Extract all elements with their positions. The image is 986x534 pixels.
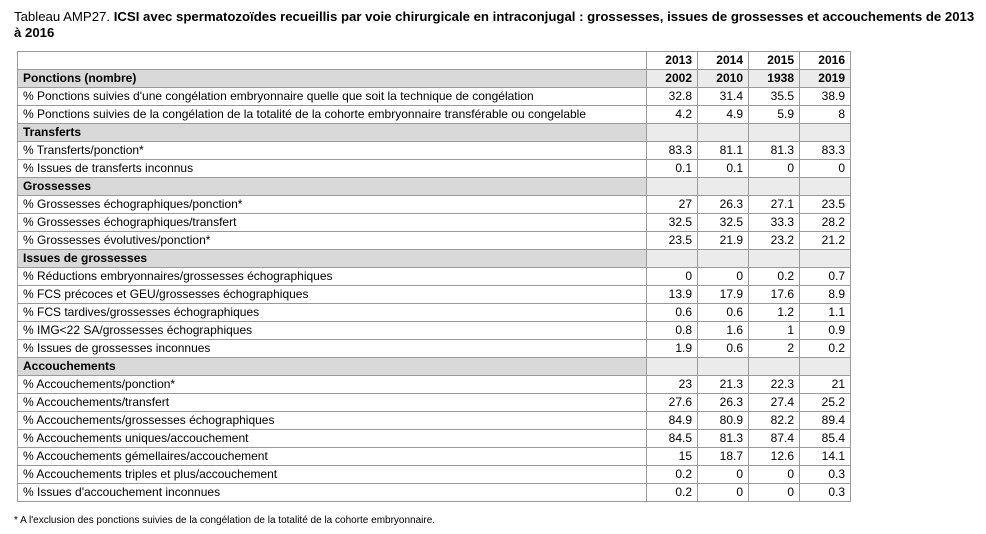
- row-label: % Grossesses évolutives/ponction*: [18, 232, 647, 250]
- value-cell-2015: 35.5: [749, 88, 800, 106]
- value-cell-2015: 0: [749, 484, 800, 502]
- section-header-row: [18, 358, 851, 376]
- value-cell-2016: 0.7: [800, 268, 851, 286]
- value-cell-2014: 4.9: [698, 106, 749, 124]
- value-cell-2015: 12.6: [749, 448, 800, 466]
- value-cell-2013: 0.2: [647, 484, 698, 502]
- value-cell-2016: 0.3: [800, 484, 851, 502]
- value-cell-2013: 15: [647, 448, 698, 466]
- value-cell-2014: 0: [698, 466, 749, 484]
- row-label: % Accouchements triples et plus/accouchement: [18, 466, 647, 484]
- value-cell-2014: 0.6: [698, 340, 749, 358]
- row-label: % Accouchements/grossesses échographiques: [18, 412, 647, 430]
- section-empty-cell: [647, 250, 698, 268]
- year-2013: 2013: [647, 52, 698, 70]
- table-row: [18, 268, 851, 286]
- value-cell-2014: 1.6: [698, 322, 749, 340]
- table-row: [18, 304, 851, 322]
- row-label: % Grossesses échographiques/ponction*: [18, 196, 647, 214]
- value-cell-2016: 21.2: [800, 232, 851, 250]
- section-label: Accouchements: [18, 358, 647, 376]
- value-cell-2014: 31.4: [698, 88, 749, 106]
- table-row: [18, 196, 851, 214]
- ponctions-2016: 2019: [800, 70, 851, 88]
- value-cell-2013: 27: [647, 196, 698, 214]
- value-cell-2016: 38.9: [800, 88, 851, 106]
- amp27-table: [17, 51, 851, 502]
- value-cell-2015: 27.1: [749, 196, 800, 214]
- section-header-row: [18, 124, 851, 142]
- value-cell-2013: 0.1: [647, 160, 698, 178]
- section-empty-cell: [749, 358, 800, 376]
- value-cell-2016: 21: [800, 376, 851, 394]
- row-label: % Réductions embryonnaires/grossesses échographiques: [18, 268, 647, 286]
- section-label: Transferts: [18, 124, 647, 142]
- value-cell-2014: 81.3: [698, 430, 749, 448]
- section-empty-cell: [698, 250, 749, 268]
- row-label: % Grossesses échographiques/transfert: [18, 214, 647, 232]
- table-title-text: ICSI avec spermatozoïdes recueillis par voie chirurgicale en intraconjugal : grossesses, issues de grossesses et accouchements de 2013 à 2016: [14, 9, 975, 40]
- table-row: [18, 340, 851, 358]
- value-cell-2016: 1.1: [800, 304, 851, 322]
- table-row: [18, 394, 851, 412]
- value-cell-2013: 84.9: [647, 412, 698, 430]
- year-2016: 2016: [800, 52, 851, 70]
- value-cell-2014: 26.3: [698, 196, 749, 214]
- value-cell-2015: 27.4: [749, 394, 800, 412]
- year-header-row: [18, 52, 851, 70]
- value-cell-2014: 26.3: [698, 394, 749, 412]
- value-cell-2013: 0.6: [647, 304, 698, 322]
- value-cell-2015: 0: [749, 160, 800, 178]
- table-row: [18, 88, 851, 106]
- ponctions-2015: 1938: [749, 70, 800, 88]
- value-cell-2014: 21.9: [698, 232, 749, 250]
- value-cell-2016: 28.2: [800, 214, 851, 232]
- value-cell-2014: 0: [698, 484, 749, 502]
- section-empty-cell: [698, 358, 749, 376]
- section-empty-cell: [698, 124, 749, 142]
- value-cell-2014: 21.3: [698, 376, 749, 394]
- row-label: % Transferts/ponction*: [18, 142, 647, 160]
- section-label: Issues de grossesses: [18, 250, 647, 268]
- ponctions-2013: 2002: [647, 70, 698, 88]
- section-empty-cell: [800, 124, 851, 142]
- footnote: * A l'exclusion des ponctions suivies de la congélation de la totalité de la cohorte embryonnaire.: [14, 515, 436, 526]
- value-cell-2016: 0.3: [800, 466, 851, 484]
- value-cell-2013: 27.6: [647, 394, 698, 412]
- value-cell-2014: 17.9: [698, 286, 749, 304]
- section-empty-cell: [749, 124, 800, 142]
- value-cell-2013: 83.3: [647, 142, 698, 160]
- value-cell-2015: 33.3: [749, 214, 800, 232]
- ponctions-row: [18, 70, 851, 88]
- year-2014: 2014: [698, 52, 749, 70]
- value-cell-2016: 0.9: [800, 322, 851, 340]
- section-empty-cell: [749, 250, 800, 268]
- value-cell-2015: 17.6: [749, 286, 800, 304]
- row-label: % Accouchements/ponction*: [18, 376, 647, 394]
- table-row: [18, 412, 851, 430]
- table-row: [18, 214, 851, 232]
- value-cell-2016: 14.1: [800, 448, 851, 466]
- row-label: % Issues de transferts inconnus: [18, 160, 647, 178]
- section-empty-cell: [698, 178, 749, 196]
- table-row: [18, 160, 851, 178]
- value-cell-2016: 83.3: [800, 142, 851, 160]
- value-cell-2016: 23.5: [800, 196, 851, 214]
- value-cell-2015: 5.9: [749, 106, 800, 124]
- table-row: [18, 286, 851, 304]
- section-empty-cell: [800, 250, 851, 268]
- value-cell-2016: 0.2: [800, 340, 851, 358]
- ponctions-2014: 2010: [698, 70, 749, 88]
- value-cell-2015: 23.2: [749, 232, 800, 250]
- row-label: % Issues de grossesses inconnues: [18, 340, 647, 358]
- value-cell-2015: 82.2: [749, 412, 800, 430]
- table-row: [18, 232, 851, 250]
- value-cell-2013: 0: [647, 268, 698, 286]
- value-cell-2015: 22.3: [749, 376, 800, 394]
- table-row: [18, 106, 851, 124]
- value-cell-2016: 25.2: [800, 394, 851, 412]
- value-cell-2016: 0: [800, 160, 851, 178]
- table-row: [18, 430, 851, 448]
- value-cell-2014: 80.9: [698, 412, 749, 430]
- section-empty-cell: [647, 358, 698, 376]
- section-empty-cell: [647, 178, 698, 196]
- section-empty-cell: [647, 124, 698, 142]
- value-cell-2014: 0.1: [698, 160, 749, 178]
- value-cell-2013: 23: [647, 376, 698, 394]
- table-row: [18, 142, 851, 160]
- row-label: % IMG<22 SA/grossesses échographiques: [18, 322, 647, 340]
- table-row: [18, 466, 851, 484]
- table-row: [18, 448, 851, 466]
- value-cell-2014: 81.1: [698, 142, 749, 160]
- value-cell-2016: 8.9: [800, 286, 851, 304]
- value-cell-2016: 8: [800, 106, 851, 124]
- row-label: % Ponctions suivies de la congélation de la totalité de la cohorte embryonnaire transférable ou congelable: [18, 106, 647, 124]
- section-empty-cell: [800, 358, 851, 376]
- table-title-prefix: Tableau AMP27.: [14, 9, 111, 24]
- value-cell-2015: 1: [749, 322, 800, 340]
- value-cell-2015: 81.3: [749, 142, 800, 160]
- value-cell-2013: 0.2: [647, 466, 698, 484]
- value-cell-2016: 85.4: [800, 430, 851, 448]
- row-label: % FCS tardives/grossesses échographiques: [18, 304, 647, 322]
- value-cell-2013: 84.5: [647, 430, 698, 448]
- row-label: % Ponctions suivies d'une congélation embryonnaire quelle que soit la technique de congélation: [18, 88, 647, 106]
- section-empty-cell: [800, 178, 851, 196]
- value-cell-2015: 0.2: [749, 268, 800, 286]
- section-empty-cell: [749, 178, 800, 196]
- year-2015: 2015: [749, 52, 800, 70]
- value-cell-2013: 1.9: [647, 340, 698, 358]
- value-cell-2015: 1.2: [749, 304, 800, 322]
- value-cell-2016: 89.4: [800, 412, 851, 430]
- section-header-row: [18, 178, 851, 196]
- ponctions-label: Ponctions (nombre): [18, 70, 647, 88]
- value-cell-2013: 13.9: [647, 286, 698, 304]
- row-label: % FCS précoces et GEU/grossesses échographiques: [18, 286, 647, 304]
- header-blank-cell: [18, 52, 647, 70]
- value-cell-2014: 18.7: [698, 448, 749, 466]
- value-cell-2015: 0: [749, 466, 800, 484]
- value-cell-2015: 87.4: [749, 430, 800, 448]
- value-cell-2014: 0: [698, 268, 749, 286]
- section-header-row: [18, 250, 851, 268]
- value-cell-2014: 0.6: [698, 304, 749, 322]
- value-cell-2015: 2: [749, 340, 800, 358]
- value-cell-2013: 32.8: [647, 88, 698, 106]
- table-row: [18, 376, 851, 394]
- value-cell-2013: 32.5: [647, 214, 698, 232]
- value-cell-2014: 32.5: [698, 214, 749, 232]
- section-label: Grossesses: [18, 178, 647, 196]
- value-cell-2013: 23.5: [647, 232, 698, 250]
- row-label: % Accouchements uniques/accouchement: [18, 430, 647, 448]
- row-label: % Accouchements gémellaires/accouchement: [18, 448, 647, 466]
- value-cell-2013: 0.8: [647, 322, 698, 340]
- row-label: % Issues d'accouchement inconnues: [18, 484, 647, 502]
- row-label: % Accouchements/transfert: [18, 394, 647, 412]
- table-row: [18, 322, 851, 340]
- value-cell-2013: 4.2: [647, 106, 698, 124]
- table-title: [14, 9, 976, 41]
- table-row: [18, 484, 851, 502]
